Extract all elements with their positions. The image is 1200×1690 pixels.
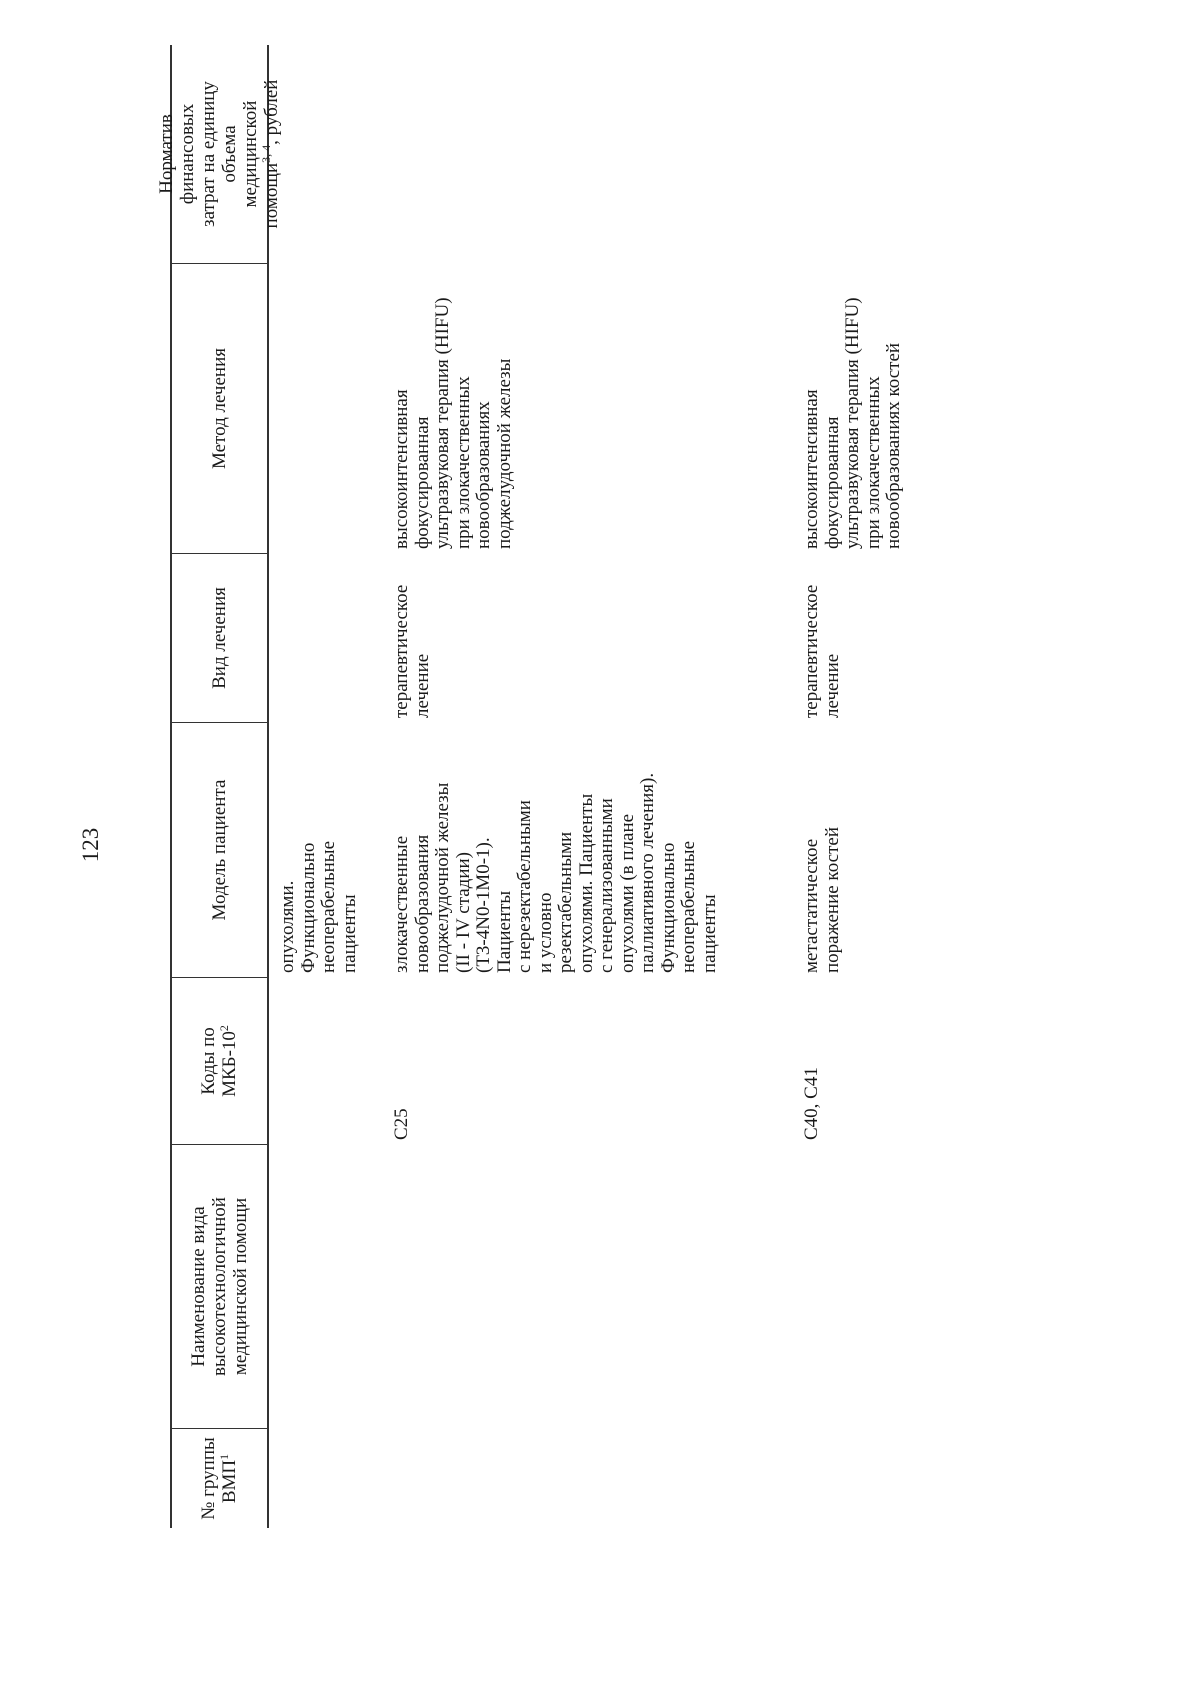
- footnote-1: 1: [217, 1453, 231, 1460]
- header-patient-model-text: Модель пациента: [208, 779, 230, 921]
- header-cost-norm-text: Норматив финансовых затрат на единицу объема медицинской помощи: [156, 81, 282, 229]
- header-group-number: [172, 1429, 266, 1528]
- header-icd-codes-text: Коды по МКБ-10: [198, 1027, 240, 1097]
- table-header-bottom-border: [267, 45, 269, 1528]
- row-2-treatment-method: высокоинтенсивная фокусированная ультразвуковая терапия (HIFU) при злокачественных новообразованиях костей: [801, 297, 904, 549]
- row-0-patient-model: опухолями. Функционально неоперабельные пациенты: [277, 841, 360, 973]
- header-icd-codes: [172, 978, 266, 1144]
- header-patient-model: [172, 723, 266, 977]
- row-1-icd-codes: C25: [391, 1108, 412, 1140]
- footnote-3-4: 3, 4: [259, 144, 273, 163]
- header-treatment-method: [172, 264, 266, 553]
- header-treatment-method-text: Метод лечения: [208, 348, 230, 470]
- header-treatment-type: [172, 554, 266, 722]
- header-treatment-type-text: Вид лечения: [208, 587, 230, 689]
- row-2-patient-model: метастатическое поражение костей: [801, 826, 843, 973]
- header-cost-norm-unit: , рублей: [261, 79, 282, 145]
- header-cost-norm: [156, 45, 282, 263]
- header-group-number-text: № группы ВМП: [198, 1437, 240, 1520]
- row-2-icd-codes: C40, C41: [801, 1067, 822, 1140]
- row-2-treatment-type: терапевтическое лечение: [801, 584, 843, 718]
- header-vmp-name-text: Наименование вида высокотехнологичной медицинской помощи: [187, 1197, 251, 1376]
- header-vmp-name: [172, 1145, 266, 1428]
- page-number: 123: [78, 827, 103, 863]
- row-1-treatment-method: высокоинтенсивная фокусированная ультразвуковая терапия (HIFU) при злокачественных новообразованиях поджелудочной железы: [391, 297, 515, 549]
- footnote-2: 2: [217, 1025, 231, 1032]
- row-1-patient-model: злокачественные новообразования поджелудочной железы (II - IV стадии) (T3-4N0-1M0-1). Пациенты с нерезектабельными и условно резектабельными опухолями. Пациенты с генерализованными опухолями (в плане паллиативного лечения). Функционально неоперабельные пациенты: [391, 772, 720, 973]
- row-1-treatment-type: терапевтическое лечение: [391, 584, 433, 718]
